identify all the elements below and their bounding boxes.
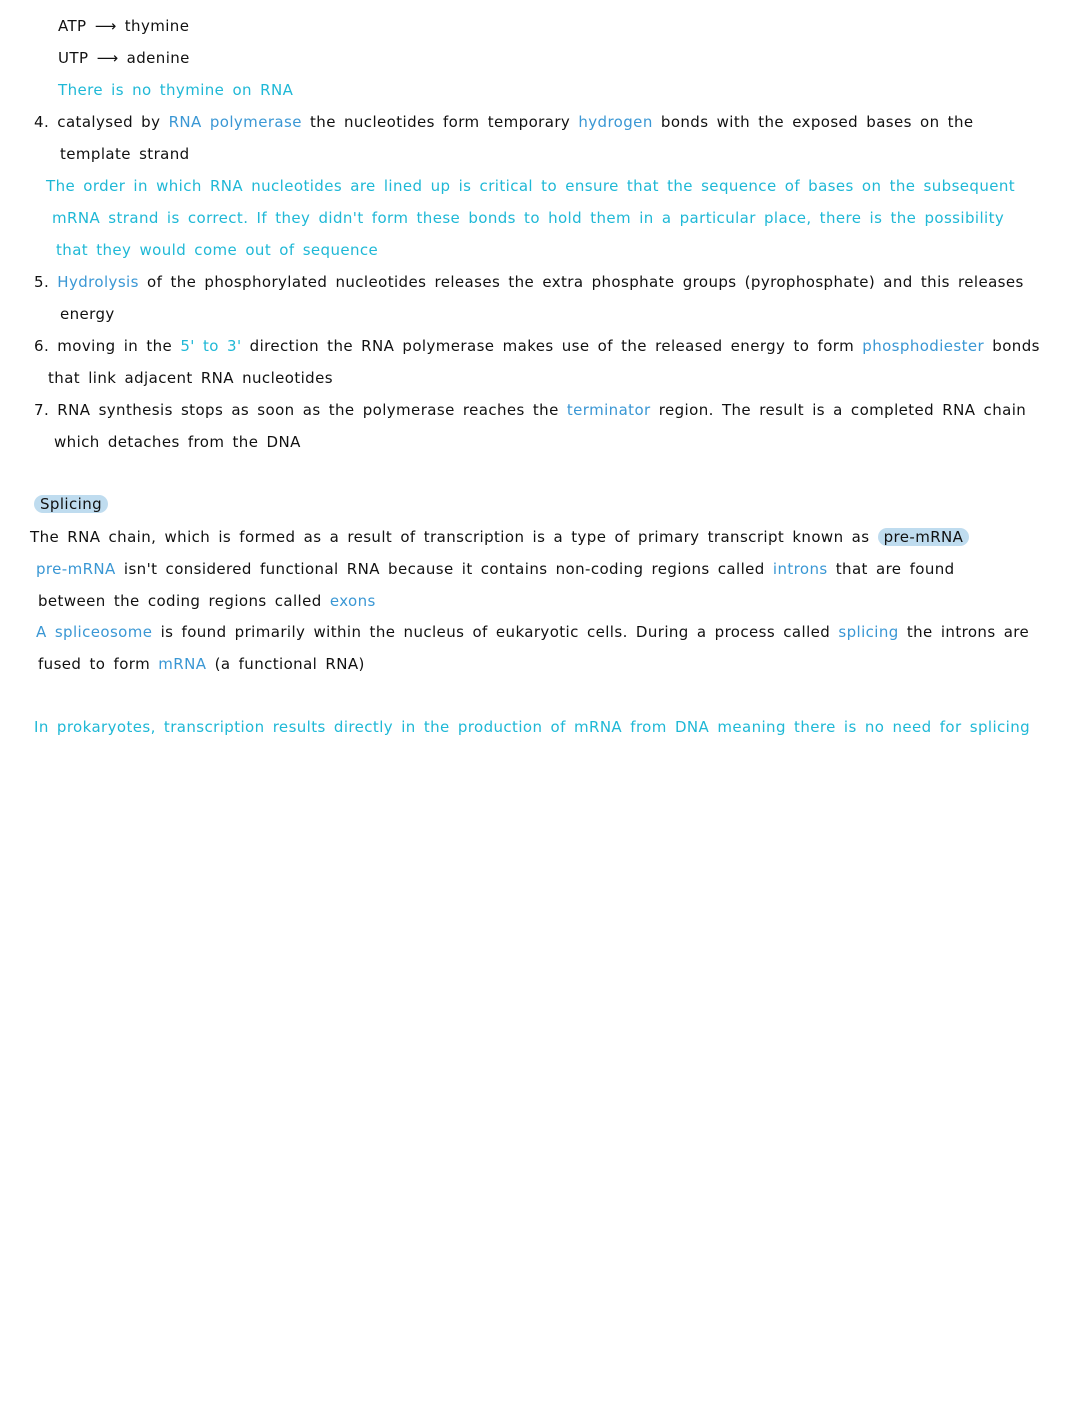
step-text: catalysed by	[57, 113, 161, 131]
step-text: of the phosphorylated nucleotides releases the extra phosphate groups (pyrophosphate) and this releases	[147, 273, 1024, 291]
keyword-mrna: mRNA	[158, 655, 207, 673]
step-6	[34, 336, 1040, 356]
splicing-text: that are found	[835, 560, 955, 578]
keyword-pre-mrna-highlight: pre-mRNA	[878, 528, 970, 546]
step-4-note-line-3: that they would come out of sequence	[56, 241, 379, 259]
arrow-icon: ⟶	[94, 17, 117, 35]
arrow-icon: ⟶	[96, 49, 119, 67]
step-number: 7.	[34, 401, 50, 419]
adenine-label: adenine	[126, 49, 190, 67]
splicing-heading-text: Splicing	[34, 495, 108, 513]
step-text: the nucleotides form temporary	[310, 113, 571, 131]
keyword-spliceosome: A spliceosome	[36, 623, 153, 641]
step-4-note-line-2: mRNA strand is correct. If they didn't form these bonds to hold them in a particular place, there is the possibility	[52, 209, 1005, 227]
splicing-line-5	[38, 654, 365, 674]
keyword-phosphodiester: phosphodiester	[862, 337, 985, 355]
step-text: direction the RNA polymerase makes use of the released energy to form	[249, 337, 855, 355]
keyword-rna-polymerase: RNA polymerase	[168, 113, 302, 131]
step-4-note-line-1: The order in which RNA nucleotides are lined up is critical to ensure that the sequence of bases on the subsequent	[46, 177, 1016, 195]
keyword-hydrolysis: Hydrolysis	[57, 273, 139, 291]
splicing-line-4	[36, 622, 1029, 642]
keyword-terminator: terminator	[566, 401, 651, 419]
step-number: 6.	[34, 337, 50, 355]
keyword-5-to-3: 5' to 3'	[180, 337, 242, 355]
step-7-continued: which detaches from the DNA	[54, 433, 301, 451]
step-number: 4.	[34, 113, 50, 131]
step-6-continued: that link adjacent RNA nucleotides	[48, 369, 333, 387]
keyword-exons: exons	[329, 592, 376, 610]
atp-line	[58, 16, 189, 36]
step-7	[34, 400, 1026, 420]
splicing-text: is found primarily within the nucleus of eukaryotic cells. During a process called	[160, 623, 831, 641]
splicing-text: the introns are	[906, 623, 1030, 641]
keyword-hydrogen: hydrogen	[578, 113, 653, 131]
step-5	[34, 272, 1024, 292]
step-number: 5.	[34, 273, 50, 291]
splicing-line-1	[30, 527, 969, 547]
thymine-label: thymine	[124, 17, 190, 35]
splicing-text: (a functional RNA)	[214, 655, 365, 673]
utp-line	[58, 48, 190, 68]
splicing-text: isn't considered functional RNA because it contains non-coding regions called	[123, 560, 765, 578]
utp-label: UTP	[58, 49, 89, 67]
keyword-introns: introns	[772, 560, 828, 578]
no-thymine-note: There is no thymine on RNA	[58, 81, 294, 99]
step-text: moving in the	[57, 337, 173, 355]
step-5-continued: energy	[60, 305, 115, 323]
prokaryotes-note: In prokaryotes, transcription results directly in the production of mRNA from DNA meaning there is no need for splicing	[34, 718, 1031, 736]
splicing-heading	[34, 494, 108, 514]
step-4-continued: template strand	[60, 145, 190, 163]
step-4	[34, 112, 973, 132]
splicing-text: between the coding regions called	[38, 592, 322, 610]
splicing-text: fused to form	[38, 655, 151, 673]
step-text: bonds	[992, 337, 1040, 355]
atp-label: ATP	[58, 17, 87, 35]
splicing-line-2	[36, 559, 955, 579]
keyword-pre-mrna: pre-mRNA	[36, 560, 116, 578]
step-text: RNA synthesis stops as soon as the polymerase reaches the	[57, 401, 559, 419]
keyword-splicing: splicing	[838, 623, 899, 641]
splicing-text: The RNA chain, which is formed as a result of transcription is a type of primary transcript known as	[30, 528, 870, 546]
step-text: bonds with the exposed bases on the	[660, 113, 974, 131]
step-text: region. The result is a completed RNA chain	[658, 401, 1027, 419]
splicing-line-3	[38, 591, 376, 611]
